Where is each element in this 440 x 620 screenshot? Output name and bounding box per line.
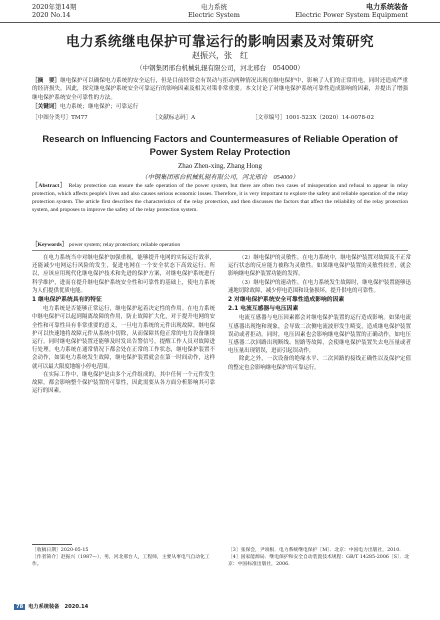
paragraph: 电力系统是否能够正常运行，继电保护起着决定性的作用。在电力系统中继电保护可以起到隔离故障的作用，防止故障扩大化，对于提升电网的安全性和可靠性具有非常重要的意义，一旦电力系统的元件出现故障，继电保护可以快速地将故障元件从系统中切除，从而保障其他正常的电力设备继续运行。同时继电保护装置还能够及时发出告警信号，提醒工作人员对故障进行处理。电力系统在通常情况下都会处在正常的工作状态，继电保护装置不会动作，如果电力系统发生故障，继电保护装置就会在第一时间动作，这样就可以最大限度地缩小停电范围。: [32, 306, 215, 370]
paragraph: 在实际工作中，继电保护是由多个元件组成的，其中任何一个元件发生故障，都会影响整个保护装置的可靠性，因此需要从各方面分析影响其可靠运行的因素。: [32, 371, 215, 395]
keywords-en-label: ［Keywords］: [32, 242, 68, 248]
abstract-cn-label: ［摘 要］: [32, 78, 61, 84]
equip-en: Electric Power System Equipment: [295, 11, 408, 19]
keywords-cn: [32, 102, 408, 110]
header-journal: [188, 3, 240, 19]
equip-cn: 电力系统装备: [366, 2, 408, 11]
section-heading: 1 继电保护系统具有的特征: [32, 297, 102, 304]
header-equipment: [295, 3, 408, 19]
paragraph: 除此之外，一次设备的绝缘水平、二次回路的接线正确性以及保护定值的整定也会影响继电保护的可靠运行。: [228, 356, 411, 371]
paragraph: 在电力系统当中对继电保护加强重视，能够提升电网的实际运行效率，还能减少电网运行风险的发生，促进电网在一个安全状态下高效运行。所以，应该应用现代化继电保护技术和先进的保护方案，对继电保护系统进行科学维护，进而在提升继电保护系统安全性和可靠性的基础上，使电力系统为人们提供优质电能。: [32, 255, 215, 294]
reference: ［3］张保会，尹项根．电力系统继电保护［M］．北京：中国电力出版社，2010.: [228, 548, 401, 553]
title-en: Research on Influencing Factors and Countermeasures of Reliable Operation of Power System Relay Protection: [42, 133, 398, 157]
authors-en: Zhao Zhen-xing, Zhang Hong: [178, 162, 262, 170]
journal-cn: 电力系统: [200, 3, 227, 11]
footnote-rule: [32, 544, 72, 545]
section-divider: [32, 250, 408, 251]
keywords-cn-label: ［关键词］: [32, 104, 60, 110]
paragraph: 电流互感器与电压因素都会对继电保护装置的运行造成影响。如果电流互感器出现饱和现象，会导致二次侧电流波形发生畸变，造成继电保护装置误动或者拒动。同时，电压因素也会影响继电保护装置的正确动作，如电压互感器二次回路出现断线、短路等故障，会使继电保护装置失去电压量或者电压量出现错误，进而引起误动作。: [228, 315, 411, 355]
title-cn: 电力系统继电保护可靠运行的影响因素及对策研究: [66, 34, 374, 50]
issue-en: 2020 No.14: [32, 11, 71, 19]
paragraph: （2）继电保护的灵敏性。在电力系统中，继电保护装置对故障及不正常运行状态的反应能力被称为灵敏性。如果继电保护装置的灵敏性较差，就会影响继电保护装置功能的发挥。: [228, 255, 411, 278]
header-issue: [32, 3, 76, 19]
footnotes-left: [32, 548, 215, 569]
references-right: [228, 548, 411, 569]
clc-number: ［中图分类号］TM77: [32, 115, 88, 121]
keywords-cn-text: 电力系统；继电保护；可靠运行: [59, 104, 139, 110]
classification-line: [32, 113, 408, 123]
keywords-en-text: power system; relay protection; reliable operation: [68, 242, 181, 248]
abstract-cn-text: 继电保护可以确保电力系统的安全运行，但是目前经常会有误动与拒动两种情况出现在继电保护中，影响了人们的正常用电，同时还造成严重的经济损失。因此，探究继电保护系统安全可靠运行的影响因素及相关对策非常重要。本文讨论了对继电保护系统可靠性造成影响的因素，并提出了增强继电保护系统安全可靠性的方法。: [32, 78, 408, 101]
footer-journal: 电力系统装备 2020.14: [28, 604, 89, 610]
page-footer: [14, 603, 88, 610]
footnote: ［作者简介］赵振兴（1987—），男，河北邢台人，工程师，主要从事电气自动化工作。: [32, 555, 210, 567]
journal-en: Electric System: [188, 11, 240, 19]
article-number: ［文章编号］1001-523X（2020）14-0078-02: [252, 115, 375, 121]
abstract-en: [32, 182, 408, 214]
footnote: ［收稿日期］2020-05-15: [32, 548, 89, 553]
authors-cn: 赵振兴，张 红: [192, 51, 248, 60]
body-column-left: [32, 254, 215, 395]
section-heading: 2 对继电保护系统安全可靠性造成影响的因素: [228, 297, 345, 304]
running-header: [0, 0, 440, 23]
affiliation-cn: （中钢集团邢台机械轧辊有限公司，河北邢台 054000）: [136, 64, 304, 72]
affiliation-en: （中钢集团邢台机械轧辊有限公司，河北邢台 054000）: [141, 174, 299, 181]
document-code: ［文献标志码］A: [152, 115, 196, 121]
abstract-en-text: Relay protection can ensure the safe operation of the power system, but there are often two cases of misoperation and refusal to appear in relay protection, which affects people's lives and also causes serious economic losses. Therefore, it is very important to explore the safety and reliable operation of the relay protection system. The article first describes the characteristics of the relay protection, and then discusses the factors that affect the reliability of the relay protection system, and proposes to improve the safety of the relay protection system.: [32, 183, 408, 213]
abstract-en-label: ［Abstract］: [32, 183, 67, 189]
issue-cn: 2020年第14期: [32, 3, 77, 11]
subsection-heading: 2.1 电流互感器与电压因素: [228, 306, 299, 313]
body-column-right: [228, 254, 411, 372]
reference: ［4］国家能源局．继电保护和安全自动装置技术规程：GB/T 14285-2006［S］．北京：中国标准出版社，2006.: [228, 555, 410, 567]
keywords-en: [32, 240, 408, 248]
page-number: 78: [16, 604, 24, 610]
paragraph: （3）继电保护的速动性。在电力系统发生故障时，继电保护装置能够迅速地切除故障，减少停电范围和设备损坏，提升供电的可靠性。: [228, 279, 411, 294]
abstract-cn: [32, 77, 408, 102]
